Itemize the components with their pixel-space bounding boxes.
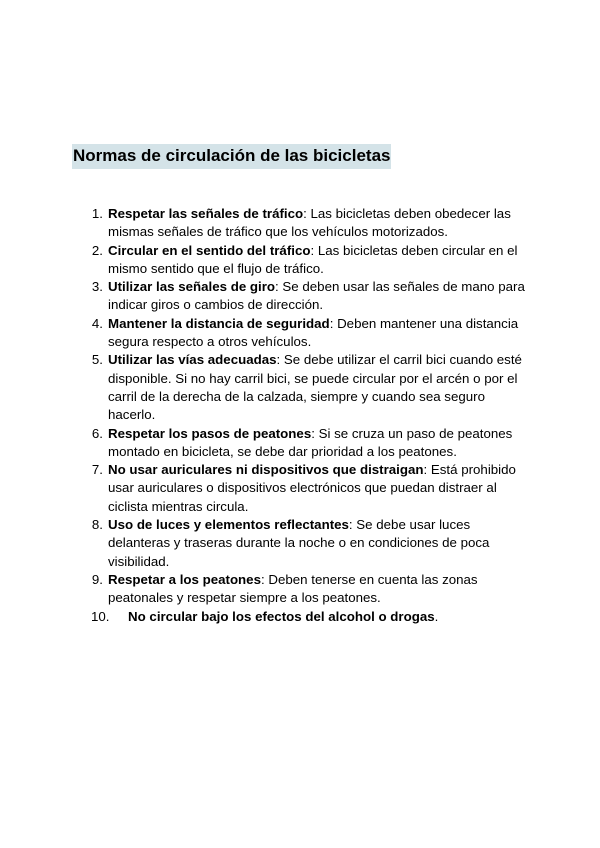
- rule-name: Respetar las señales de tráfico: [108, 206, 304, 221]
- rule-text: : Las bicicletas deben obedecer las mismas señales de tráfico que los vehículos motorizados.: [108, 206, 511, 240]
- rule-name: Respetar a los peatones: [108, 571, 261, 587]
- page-title: Normas de circulación de las bicicletas: [72, 144, 391, 169]
- rule-number: 3.: [91, 279, 103, 295]
- list-item: [91, 516, 528, 571]
- rule-text: : Si se cruza un paso de peatones montado en bicicleta, se debe dar prioridad a los peatones.: [108, 425, 513, 459]
- rule-number: 9.: [91, 571, 103, 587]
- rule-number: 7.: [91, 462, 103, 478]
- list-item: [91, 351, 528, 424]
- rule-text: : Se debe utilizar el carril bici cuando esté disponible. Si no hay carril bici, se puede circular por el arcén o por el carril de la derecha de la calzada, siempre y cuando sea seguro hacerlo.: [108, 352, 522, 423]
- rules-list: [91, 205, 528, 626]
- rule-number: 2.: [91, 242, 103, 258]
- rule-name: Respetar los pasos de peatones: [108, 425, 312, 441]
- rule-number: 1.: [91, 206, 103, 221]
- rule-name: Utilizar las vías adecuadas: [108, 352, 277, 368]
- list-item: [91, 608, 528, 626]
- list-item: [91, 205, 528, 242]
- rule-number: 8.: [91, 517, 103, 533]
- rule-name: Uso de luces y elementos reflectantes: [108, 517, 349, 533]
- rule-number: 6.: [91, 425, 103, 441]
- rule-name: Mantener la distancia de seguridad: [108, 315, 330, 331]
- list-item: [91, 278, 528, 315]
- list-item: [91, 242, 528, 279]
- rule-number: 4.: [91, 315, 103, 331]
- rule-text: : Deben mantener una distancia segura respecto a otros vehículos.: [108, 315, 519, 350]
- rule-number: 10.: [91, 608, 110, 624]
- list-item: [91, 571, 528, 608]
- rule-name: No circular bajo los efectos del alcohol o drogas: [128, 608, 435, 624]
- rule-number: 5.: [91, 352, 103, 368]
- rule-text: : Las bicicletas deben circular en el mismo sentido que el flujo de tráfico.: [108, 242, 518, 276]
- list-item: [91, 425, 528, 462]
- rule-text: : Está prohibido usar auriculares o dispositivos electrónicos que puedan distraer al ciclista mientras circula.: [108, 462, 516, 514]
- rule-name: Utilizar las señales de giro: [108, 279, 276, 295]
- rule-text: .: [434, 608, 439, 624]
- list-item: [91, 461, 528, 516]
- rule-name: Circular en el sentido del tráfico: [108, 242, 311, 258]
- rule-text: : Se debe usar luces delanteras y traseras durante la noche o en condiciones de poca visibilidad.: [108, 517, 490, 569]
- rule-text: : Deben tenerse en cuenta las zonas peatonales y respetar siempre a los peatones.: [108, 571, 478, 606]
- rule-name: No usar auriculares ni dispositivos que distraigan: [108, 462, 424, 478]
- rule-text: : Se deben usar las señales de mano para indicar giros o cambios de dirección.: [108, 279, 525, 313]
- list-item: [91, 315, 528, 352]
